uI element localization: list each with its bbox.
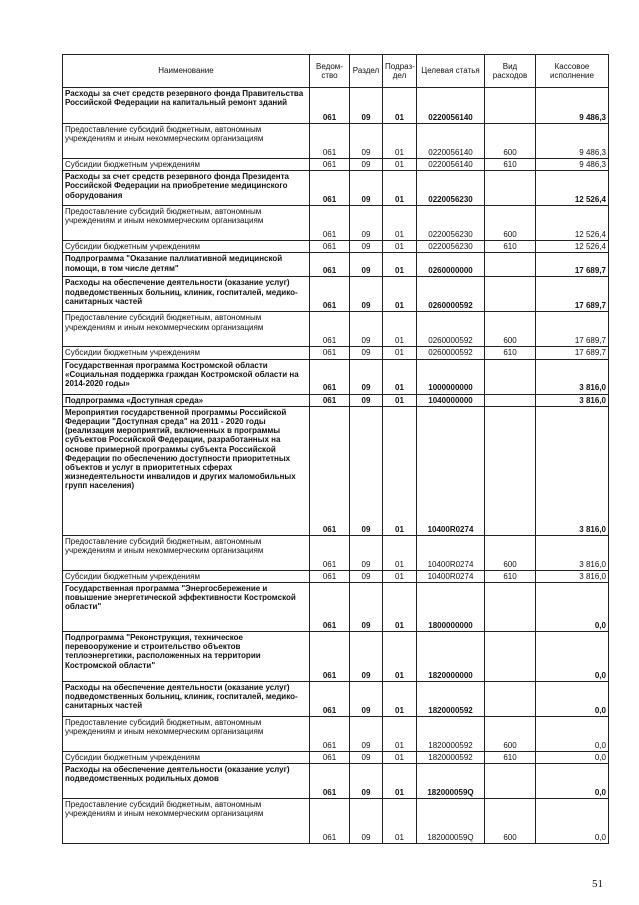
cell-name: Государственная программа "Энергосбережение и повышение энергетической эффективности Костромской области" [63,583,310,632]
cell-name: Расходы на обеспечение деятельности (оказание услуг) подведомственных родильных домов [63,764,310,799]
cell-target: 0260000000 [417,253,485,277]
cell-name: Подпрограмма «Доступная среда» [63,394,310,406]
table-row [63,206,609,241]
cell-dept: 061 [310,312,350,347]
cell-section: 09 [350,682,383,717]
cell-amount: 9 486,3 [536,88,609,124]
cell-amount: 0,0 [536,682,609,717]
cell-amount: 0,0 [536,799,609,844]
cell-dept: 061 [310,347,350,359]
cell-name: Государственная программа Костромской области «Социальная поддержка граждан Костромской области на 2014-2020 годы» [63,359,310,394]
cell-section: 09 [350,717,383,752]
cell-amount: 9 486,3 [536,124,609,159]
cell-amount: 0,0 [536,752,609,764]
cell-name: Расходы за счет средств резервного фонда Президента Российской Федерации на приобретение медицинского оборудования [63,171,310,206]
cell-type [485,359,536,394]
cell-dept: 061 [310,682,350,717]
cell-subsection: 01 [383,717,417,752]
cell-name: Предоставление субсидий бюджетным, автономным учреждениям и иным некоммерческим организациям [63,799,310,844]
table-row [63,682,609,717]
cell-type: 610 [485,241,536,253]
cell-target: 0260000592 [417,277,485,312]
cell-name: Расходы на обеспечение деятельности (оказание услуг) подведомственных больниц, клиник, госпиталей, медико-санитарных частей [63,682,310,717]
cell-amount: 3 816,0 [536,570,609,582]
cell-name: Субсидии бюджетным учреждениям [63,570,310,582]
cell-name: Субсидии бюджетным учреждениям [63,347,310,359]
cell-dept: 061 [310,752,350,764]
cell-section: 09 [350,632,383,682]
cell-section: 09 [350,312,383,347]
cell-target: 1820000592 [417,682,485,717]
cell-type [485,632,536,682]
cell-dept: 061 [310,406,350,535]
cell-amount: 17 689,7 [536,347,609,359]
cell-subsection: 01 [383,752,417,764]
cell-dept: 061 [310,799,350,844]
cell-subsection: 01 [383,253,417,277]
table-row [63,570,609,582]
table-body [63,88,609,844]
header-name: Наименование [63,55,310,88]
cell-type [485,253,536,277]
cell-section: 09 [350,535,383,570]
cell-type: 600 [485,799,536,844]
table-row [63,277,609,312]
cell-amount: 3 816,0 [536,535,609,570]
cell-dept: 061 [310,124,350,159]
cell-target: 182000059Q [417,799,485,844]
cell-subsection: 01 [383,394,417,406]
cell-target: 0220056140 [417,88,485,124]
cell-amount: 17 689,7 [536,253,609,277]
cell-subsection: 01 [383,535,417,570]
cell-type: 610 [485,752,536,764]
cell-dept: 061 [310,206,350,241]
cell-subsection: 01 [383,124,417,159]
cell-subsection: 01 [383,312,417,347]
cell-amount: 0,0 [536,583,609,632]
cell-section: 09 [350,394,383,406]
table-row [63,312,609,347]
cell-section: 09 [350,277,383,312]
table-row [63,159,609,171]
header-section: Раздел [350,55,383,88]
cell-subsection: 01 [383,632,417,682]
table-row [63,406,609,535]
cell-target: 0220056140 [417,159,485,171]
cell-dept: 061 [310,277,350,312]
cell-amount: 3 816,0 [536,359,609,394]
cell-subsection: 01 [383,799,417,844]
table-row [63,171,609,206]
table-row [63,535,609,570]
cell-dept: 061 [310,394,350,406]
cell-name: Предоставление субсидий бюджетным, автономным учреждениям и иным некоммерческим организациям [63,206,310,241]
cell-name: Подпрограмма "Реконструкция, техническое перевооружение и строительство объектов теплоэнергетики, расположенных на территории Костромской области" [63,632,310,682]
cell-amount: 0,0 [536,632,609,682]
cell-section: 09 [350,406,383,535]
cell-name: Субсидии бюджетным учреждениям [63,159,310,171]
cell-target: 0260000592 [417,347,485,359]
cell-name: Расходы за счет средств резервного фонда Правительства Российской Федерации на капитальный ремонт зданий [63,88,310,124]
cell-type: 600 [485,717,536,752]
table-row [63,253,609,277]
cell-section: 09 [350,253,383,277]
cell-dept: 061 [310,359,350,394]
cell-amount: 17 689,7 [536,312,609,347]
cell-target: 1040000000 [417,394,485,406]
cell-dept: 061 [310,88,350,124]
cell-section: 09 [350,752,383,764]
table-row [63,583,609,632]
header-type: Вид расходов [485,55,536,88]
cell-target: 0220056230 [417,206,485,241]
cell-amount: 12 526,4 [536,241,609,253]
cell-target: 0220056230 [417,171,485,206]
cell-subsection: 01 [383,206,417,241]
cell-name: Субсидии бюджетным учреждениям [63,752,310,764]
cell-name: Подпрограмма "Оказание паллиативной медицинской помощи, в том числе детям" [63,253,310,277]
cell-type [485,406,536,535]
cell-type [485,394,536,406]
cell-dept: 061 [310,632,350,682]
cell-target: 10400R0274 [417,535,485,570]
cell-name: Предоставление субсидий бюджетным, автономным учреждениям и иным некоммерческим организациям [63,312,310,347]
cell-amount: 17 689,7 [536,277,609,312]
cell-subsection: 01 [383,406,417,535]
cell-target: 10400R0274 [417,406,485,535]
cell-type: 600 [485,206,536,241]
cell-amount: 9 486,3 [536,159,609,171]
cell-subsection: 01 [383,159,417,171]
cell-type [485,682,536,717]
cell-section: 09 [350,583,383,632]
page-number: 51 [592,878,603,890]
cell-target: 0260000592 [417,312,485,347]
cell-type [485,583,536,632]
cell-dept: 061 [310,535,350,570]
cell-section: 09 [350,206,383,241]
cell-name: Субсидии бюджетным учреждениям [63,241,310,253]
cell-dept: 061 [310,764,350,799]
cell-dept: 061 [310,253,350,277]
cell-type: 600 [485,312,536,347]
header-dept: Ведом-ство [310,55,350,88]
cell-target: 10400R0274 [417,570,485,582]
cell-name: Мероприятия государственной программы Российской Федерации "Доступная среда" на 2011 - 2020 годы (реализация мероприятий, включенных в программы субъектов Российской Федерации, разработанных на основе примерной программы субъекта Российской Федерации по обеспечению доступности приоритетных объектов и услуг в приоритетных сферах жизнедеятельности инвалидов и других маломобильных групп населения) [63,406,310,535]
cell-subsection: 01 [383,359,417,394]
table-row [63,241,609,253]
cell-name: Предоставление субсидий бюджетным, автономным учреждениям и иным некоммерческим организациям [63,535,310,570]
cell-type: 600 [485,124,536,159]
cell-target: 1820000592 [417,752,485,764]
cell-name: Предоставление субсидий бюджетным, автономным учреждениям и иным некоммерческим организациям [63,124,310,159]
cell-subsection: 01 [383,347,417,359]
expenditure-table [62,54,609,844]
cell-section: 09 [350,159,383,171]
cell-type: 610 [485,347,536,359]
table-row [63,717,609,752]
cell-section: 09 [350,570,383,582]
cell-target: 1820000592 [417,717,485,752]
cell-subsection: 01 [383,764,417,799]
table-row [63,632,609,682]
cell-dept: 061 [310,171,350,206]
cell-type [485,171,536,206]
header-subsection: Подраз-дел [383,55,417,88]
cell-amount: 0,0 [536,764,609,799]
cell-target: 0220056140 [417,124,485,159]
cell-amount: 0,0 [536,717,609,752]
cell-subsection: 01 [383,171,417,206]
table-row [63,359,609,394]
cell-name: Предоставление субсидий бюджетным, автономным учреждениям и иным некоммерческим организациям [63,717,310,752]
cell-section: 09 [350,88,383,124]
table-row [63,764,609,799]
cell-subsection: 01 [383,682,417,717]
cell-type: 600 [485,535,536,570]
cell-section: 09 [350,799,383,844]
cell-section: 09 [350,241,383,253]
cell-dept: 061 [310,583,350,632]
cell-subsection: 01 [383,277,417,312]
table-row [63,124,609,159]
cell-section: 09 [350,359,383,394]
table-row [63,394,609,406]
cell-type: 610 [485,570,536,582]
cell-section: 09 [350,171,383,206]
cell-amount: 12 526,4 [536,206,609,241]
cell-name: Расходы на обеспечение деятельности (оказание услуг) подведомственных больниц, клиник, госпиталей, медико-санитарных частей [63,277,310,312]
header-amount: Кассовое исполнение [536,55,609,88]
cell-subsection: 01 [383,570,417,582]
table-header [63,55,609,88]
report-page [62,54,608,844]
cell-section: 09 [350,124,383,159]
cell-type [485,764,536,799]
cell-target: 0220056230 [417,241,485,253]
cell-dept: 061 [310,717,350,752]
cell-target: 1820000000 [417,632,485,682]
cell-amount: 3 816,0 [536,406,609,535]
cell-type: 610 [485,159,536,171]
cell-subsection: 01 [383,241,417,253]
cell-dept: 061 [310,570,350,582]
cell-target: 182000059Q [417,764,485,799]
cell-dept: 061 [310,241,350,253]
cell-subsection: 01 [383,583,417,632]
cell-section: 09 [350,347,383,359]
cell-subsection: 01 [383,88,417,124]
cell-target: 1800000000 [417,583,485,632]
header-target: Целевая статья [417,55,485,88]
cell-type [485,88,536,124]
cell-amount: 12 526,4 [536,171,609,206]
cell-target: 1000000000 [417,359,485,394]
cell-section: 09 [350,764,383,799]
cell-dept: 061 [310,159,350,171]
cell-type [485,277,536,312]
table-row [63,88,609,124]
table-row [63,799,609,844]
table-row [63,347,609,359]
cell-amount: 3 816,0 [536,394,609,406]
table-row [63,752,609,764]
